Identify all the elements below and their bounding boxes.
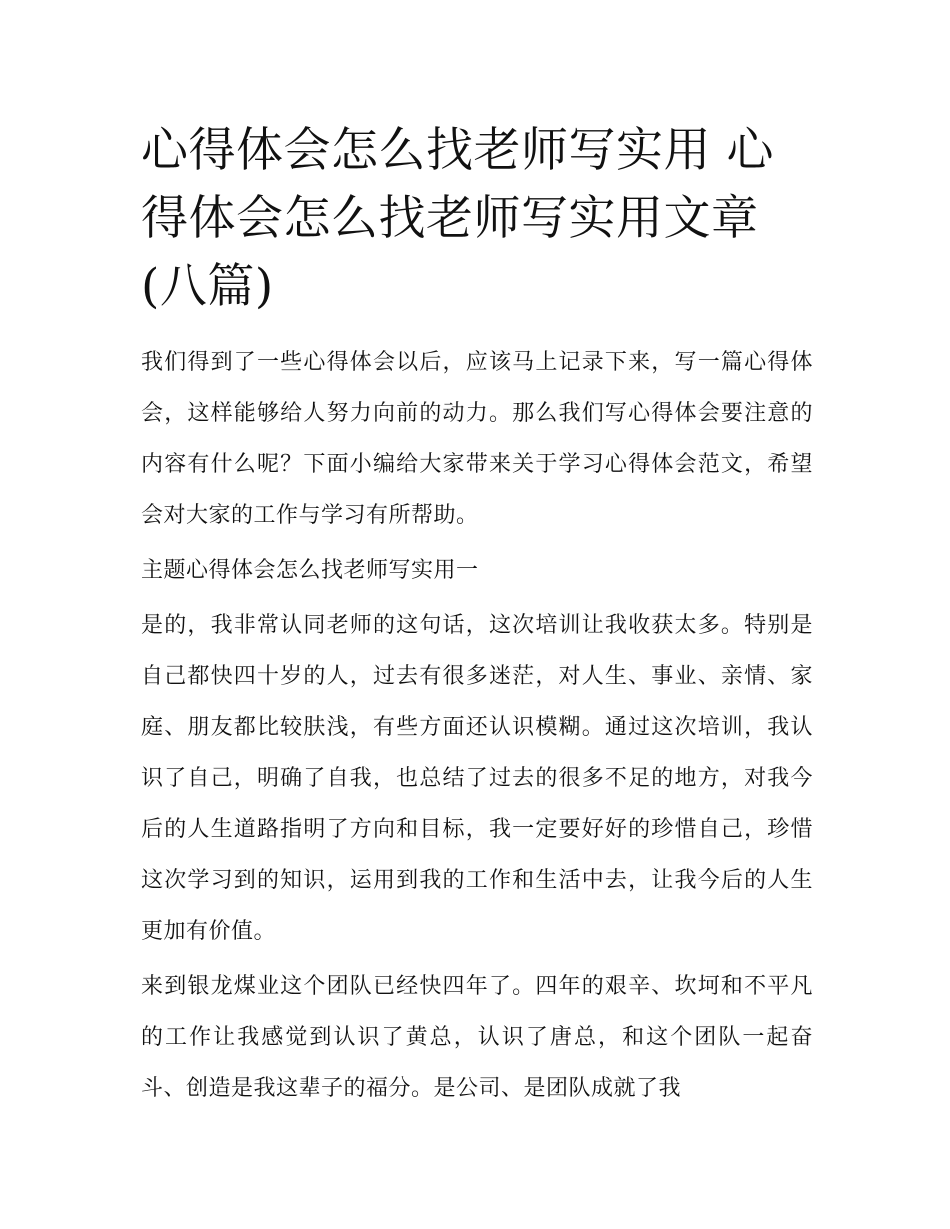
document-content bbox=[141, 117, 813, 1118]
document-body bbox=[141, 337, 813, 1114]
document-title: 心得体会怎么找老师写实用 心得体会怎么找老师写实用文章(八篇) bbox=[141, 123, 774, 314]
body-paragraph-2: 来到银龙煤业这个团队已经快四年了。四年的艰辛、坎坷和不平凡的工作让我感觉到认识了黄总，认识了唐总，和这个团队一起奋斗、创造是我这辈子的福分。是公司、是团队成就了我 bbox=[141, 974, 813, 1101]
section-heading: 主题心得体会怎么找老师写实用一 bbox=[141, 558, 479, 583]
body-paragraph-1: 是的，我非常认同老师的这句话，这次培训让我收获太多。特别是自己都快四十岁的人，过去有很多迷茫，对人生、事业、亲情、家庭、朋友都比较肤浅，有些方面还认识模糊。通过这次培训，我认识了自己，明确了自我，也总结了过去的很多不足的地方，对我今后的人生道路指明了方向和目标，我一定要好好的珍惜自己，珍惜这次学习到的知识，运用到我的工作和生活中去，让我今后的人生更加有价值。 bbox=[141, 613, 813, 944]
intro-paragraph: 我们得到了一些心得体会以后，应该马上记录下来，写一篇心得体会，这样能够给人努力向前的动力。那么我们写心得体会要注意的内容有什么呢？下面小编给大家带来关于学习心得体会范文，希望会对大家的工作与学习有所帮助。 bbox=[141, 350, 813, 528]
